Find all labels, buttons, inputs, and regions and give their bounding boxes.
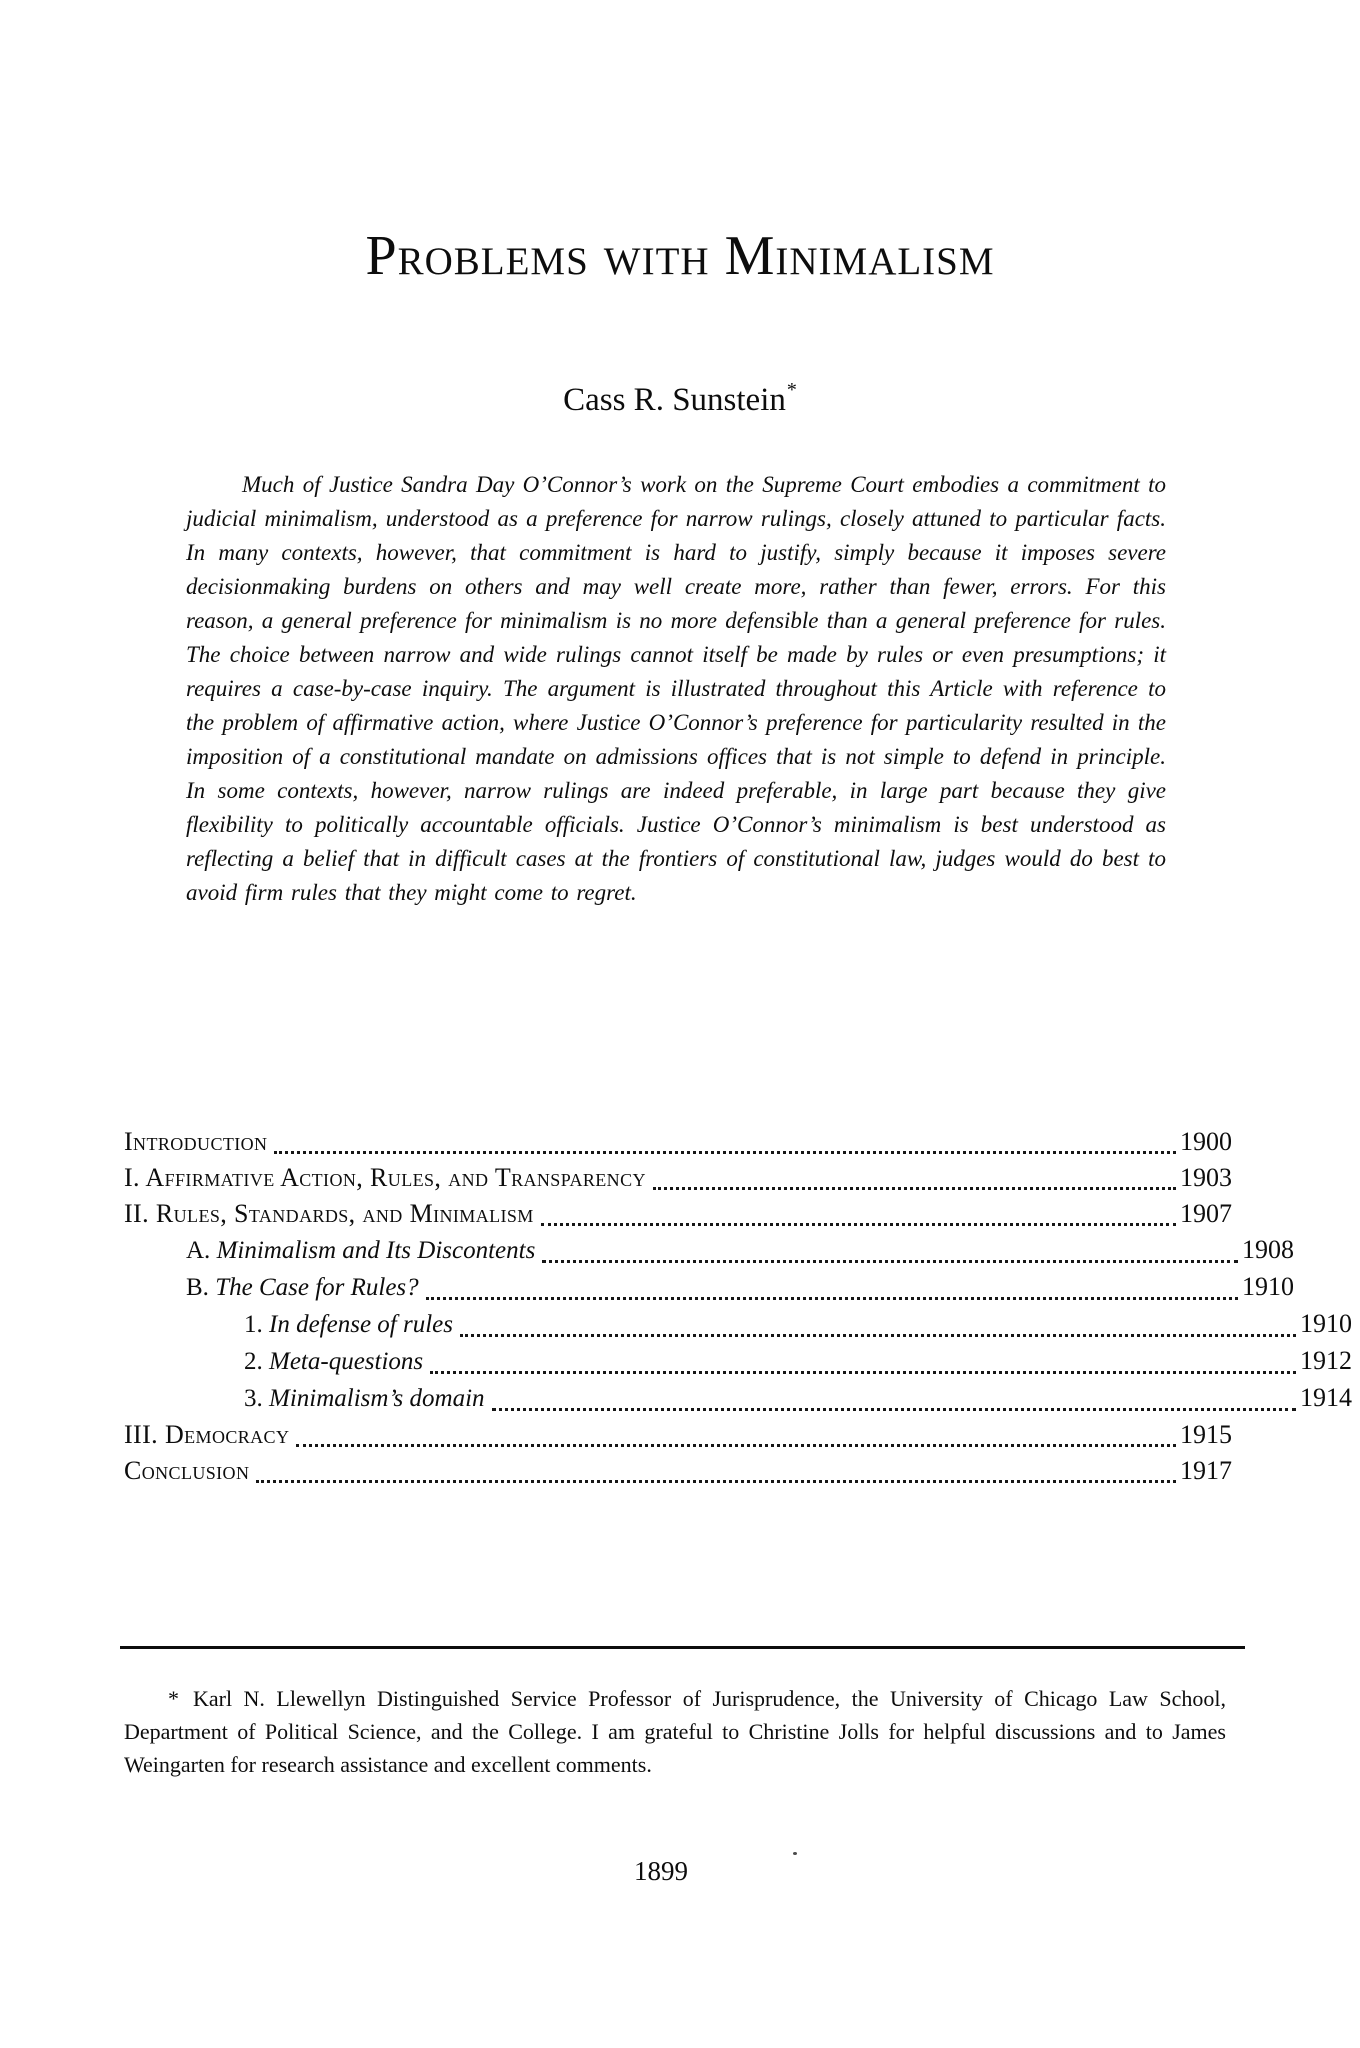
table-of-contents: [124, 1124, 1352, 1489]
toc-entry-prefix: 3.: [244, 1385, 269, 1412]
toc-entry: [124, 1232, 1294, 1269]
toc-entry-page-number: 1910: [1300, 1309, 1352, 1338]
toc-entry-label: I. Affirmative Action, Rules, and Transparency: [124, 1163, 646, 1192]
toc-entry-label: II. Rules, Standards, and Minimalism: [124, 1199, 534, 1228]
toc-entry: [124, 1343, 1352, 1380]
toc-entry: [124, 1417, 1232, 1453]
toc-entry: [124, 1306, 1352, 1343]
toc-entry-label: In defense of rules: [269, 1311, 453, 1338]
author-name: Cass R. Sunstein: [563, 382, 786, 418]
footnote-marker: *: [168, 1686, 179, 1711]
toc-entry-label: Minimalism and Its Discontents: [216, 1237, 536, 1264]
toc-dot-leader: [274, 1142, 1176, 1154]
toc-entry-prefix: B.: [186, 1274, 216, 1301]
toc-entry-label: Meta-questions: [269, 1348, 424, 1375]
page-title: Problems with Minimalism: [365, 225, 995, 287]
toc-entry-label: Minimalism’s domain: [269, 1385, 485, 1412]
toc-dot-leader: [541, 1214, 1176, 1226]
toc-entry-page-number: 1900: [1180, 1127, 1232, 1156]
toc-dot-leader: [542, 1251, 1238, 1263]
toc-entry: [124, 1269, 1294, 1306]
toc-entry-page-number: 1915: [1180, 1420, 1232, 1449]
abstract-text: Much of Justice Sandra Day O’Connor’s work on the Supreme Court embodies a commitment to judicial minimalism, understood as a preference for narrow rulings, closely attuned to particular facts. In many contexts, however, that commitment is hard to justify, simply because it imposes severe decisionmaking burdens on others and may well create more, rather than fewer, errors. For this reason, a general preference for minimalism is no more defensible than a general preference for rules. The choice between narrow and wide rulings cannot itself be made by rules or even presumptions; it requires a case-by-case inquiry. The argument is illustrated throughout this Article with reference to the problem of affirmative action, where Justice O’Connor’s preference for particularity resulted in the imposition of a constitutional mandate on admissions offices that is not simple to defend in principle. In some contexts, however, narrow rulings are indeed preferable, in large part because they give flexibility to politically accountable officials. Justice O’Connor’s minimalism is best understood as reflecting a belief that in difficult cases at the frontiers of constitutional law, judges would do best to avoid firm rules that they might come to regret.: [186, 472, 1166, 905]
toc-entry-page-number: 1912: [1300, 1346, 1352, 1375]
toc-entry: [124, 1453, 1232, 1489]
toc-entry-prefix: 1.: [244, 1311, 269, 1338]
page-number: 1899: [634, 1856, 688, 1886]
toc-entry-page-number: 1917: [1180, 1456, 1232, 1485]
toc-dot-leader: [492, 1399, 1296, 1411]
toc-entry-label: The Case for Rules?: [215, 1274, 419, 1301]
toc-dot-leader: [296, 1435, 1176, 1447]
toc-entry: [124, 1124, 1232, 1160]
toc-entry-label: Introduction: [124, 1127, 268, 1156]
toc-entry-page-number: 1914: [1300, 1383, 1352, 1412]
toc-entry-prefix: A.: [186, 1237, 217, 1264]
toc-dot-leader: [426, 1288, 1238, 1300]
toc-entry-page-number: 1907: [1180, 1199, 1232, 1228]
toc-entry: [124, 1160, 1232, 1196]
toc-entry-label: Conclusion: [124, 1456, 250, 1485]
toc-entry-page-number: 1908: [1242, 1235, 1294, 1264]
toc-entry-label: III. Democracy: [124, 1420, 290, 1449]
toc-entry-page-number: 1910: [1242, 1272, 1294, 1301]
toc-entry-page-number: 1903: [1180, 1163, 1232, 1192]
toc-dot-leader: [430, 1362, 1296, 1374]
toc-entry-prefix: 2.: [244, 1348, 269, 1375]
toc-dot-leader: [256, 1471, 1176, 1483]
toc-dot-leader: [653, 1178, 1176, 1190]
footnote-separator-rule: [120, 1646, 1245, 1649]
footnote: [124, 1682, 1226, 1781]
author-line: [0, 378, 1360, 421]
footnote-text: Karl N. Llewellyn Distinguished Service Professor of Jurisprudence, the University of Chicago Law School, Department of Political Science, and the College. I am grateful to Christine Jolls for helpful discussions and to James Weingarten for research assistance and excellent comments.: [124, 1686, 1226, 1777]
author-footnote-marker: *: [786, 379, 797, 401]
toc-entry: [124, 1196, 1232, 1232]
scan-speck-artifact: [793, 1852, 797, 1855]
toc-entry: [124, 1380, 1352, 1417]
toc-dot-leader: [460, 1325, 1296, 1337]
